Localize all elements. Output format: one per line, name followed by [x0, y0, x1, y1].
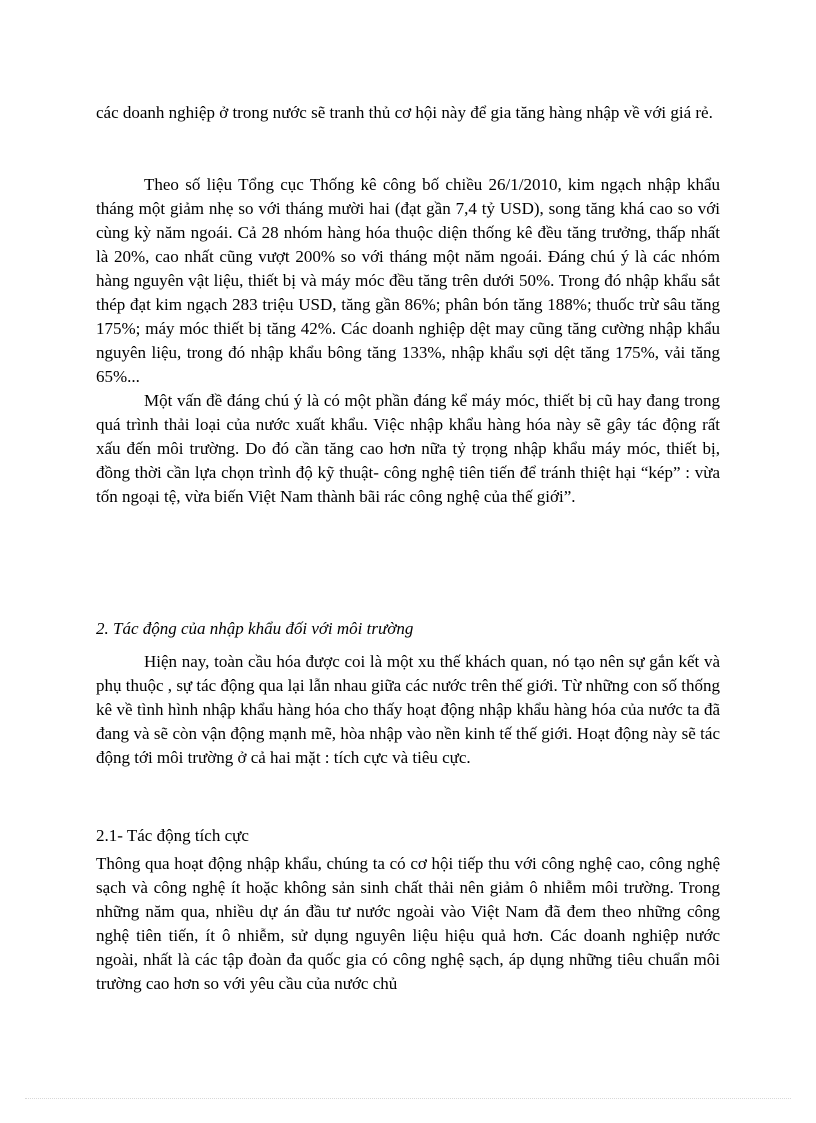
paragraph-positive-impact: Thông qua hoạt động nhập khẩu, chúng ta có cơ hội tiếp thu với công nghệ cao, công nghệ sạch và công nghệ ít hoặc không sản sinh chất thải nên giảm ô nhiễm môi trường. Trong những năm qua, nhiều dự án đầu tư nước ngoài vào Việt Nam đã đem theo những công nghệ tiên tiến, ít ô nhiễm, sử dụng nguyên liệu hiệu quả hơn. Các doanh nghiệp nước ngoài, nhất là các tập đoàn đa quốc gia có công nghệ sạch, áp dụng những tiêu chuẩn môi trường cao hơn so với yêu cầu của nước chủ — [96, 854, 720, 993]
page-bottom-divider — [25, 1098, 791, 1099]
paragraph-continuation: các doanh nghiệp ở trong nước sẽ tranh thủ cơ hội này để gia tăng hàng nhập về với giá rẻ. — [96, 103, 713, 122]
paragraph-used-machinery: Một vấn đề đáng chú ý là có một phần đáng kể máy móc, thiết bị cũ hay đang trong quá trình thải loại của nước xuất khẩu. Việc nhập khẩu hàng hóa này sẽ gây tác động rất xấu đến môi trường. Do đó cần tăng cao hơn nữa tỷ trọng nhập khẩu máy móc, thiết bị, đồng thời cần lựa chọn trình độ kỹ thuật- công nghệ tiên tiến để tránh thiệt hại “kép” : vừa tốn ngoại tệ, vừa biến Việt Nam thành bãi rác công nghệ của thế giới”. — [96, 391, 720, 506]
paragraph-import-statistics: Theo số liệu Tổng cục Thống kê công bố chiều 26/1/2010, kim ngạch nhập khẩu tháng một giảm nhẹ so với tháng mười hai (đạt gần 7,4 tỷ USD), song tăng khá cao so với cùng kỳ năm ngoái. Cả 28 nhóm hàng hóa thuộc diện thống kê đều tăng trưởng, thấp nhất là 20%, cao nhất cũng vượt 200% so với tháng một năm ngoái. Đáng chú ý là các nhóm hàng nguyên vật liệu, thiết bị và máy móc đều tăng trên dưới 50%. Trong đó nhập khẩu sắt thép đạt kim ngạch 283 triệu USD, tăng gần 86%; phân bón tăng 188%; thuốc trừ sâu tăng 175%; máy móc thiết bị tăng 42%. Các doanh nghiệp dệt may cũng tăng cường nhập khẩu nguyên liệu, trong đó nhập khẩu bông tăng 133%, nhập khẩu sợi dệt tăng 175%, vải tăng 65%... — [96, 175, 720, 386]
section-heading: 2. Tác động của nhập khẩu đối với môi trường — [96, 619, 414, 638]
subsection-heading: 2.1- Tác động tích cực — [96, 826, 249, 845]
paragraph-globalization: Hiện nay, toàn cầu hóa được coi là một xu thế khách quan, nó tạo nên sự gắn kết và phụ thuộc , sự tác động qua lại lẫn nhau giữa các nước trên thế giới. Từ những con số thống kê về tình hình nhập khẩu hàng hóa cho thấy hoạt động nhập khẩu hàng hóa của nước ta đã đang và sẽ còn vận động mạnh mẽ, hòa nhập vào nền kinh tế thế giới. Hoạt động này sẽ tác động tới môi trường ở cả hai mặt : tích cực và tiêu cực. — [96, 652, 720, 767]
